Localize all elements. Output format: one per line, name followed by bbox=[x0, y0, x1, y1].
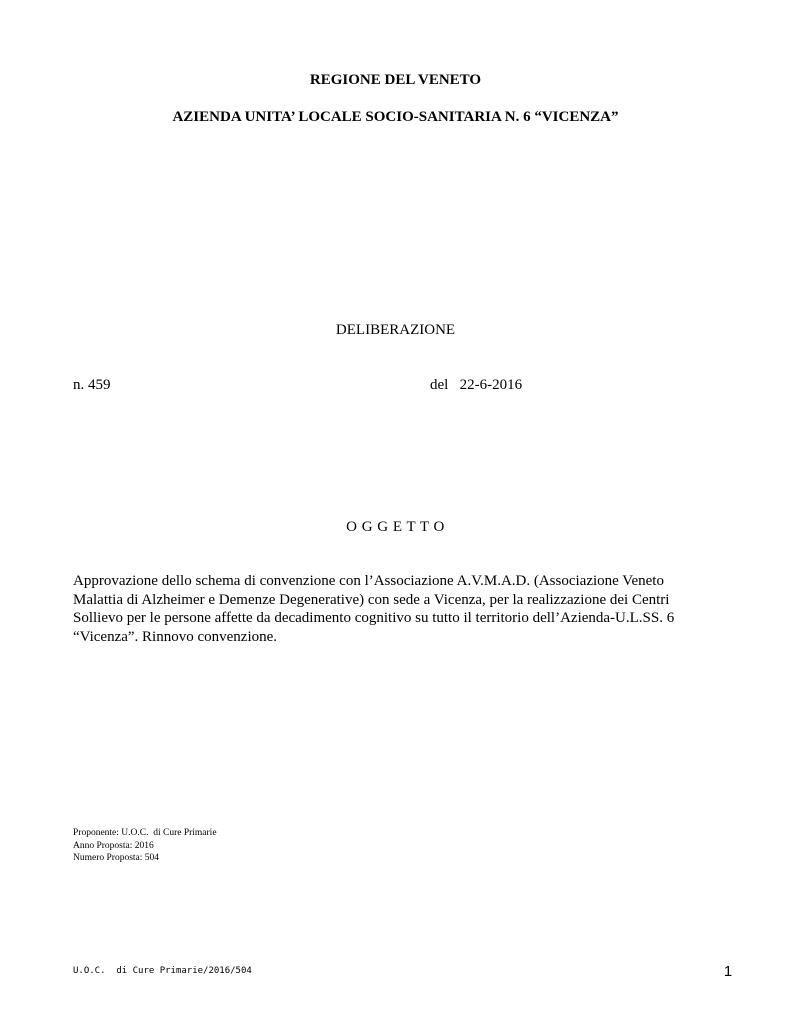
oggetto-title: O G G E T T O bbox=[346, 519, 445, 535]
deliberazione-date: del 22-6-2016 bbox=[430, 377, 523, 393]
region-heading: REGIONE DEL VENETO bbox=[309, 72, 482, 88]
anno-proposta-line: Anno Proposta: 2016 bbox=[73, 840, 154, 851]
oggetto-text: Approvazione dello schema di convenzione con l’Associazione A.V.M.A.D. (Associazione Veneto Malattia di Alzheimer e Demenze Degenerative) con sede a Vicenza, per la realizzazione dei Centri Sollievo per le persone affette da decadimento cognitivo su tutto il territorio dell’Azienda-U.L.SS. 6 “Vicenza”. Rinnovo convenzione. bbox=[73, 573, 675, 645]
numero-proposta-line: Numero Proposta: 504 bbox=[73, 853, 160, 863]
footer-code: U.O.C. di Cure Primarie/2016/504 bbox=[73, 966, 252, 976]
proponente-line: Proponente: U.O.C. di Cure Primarie bbox=[73, 828, 217, 838]
proposal-meta bbox=[73, 827, 217, 865]
azienda-heading: AZIENDA UNITA’ LOCALE SOCIO-SANITARIA N. 6 “VICENZA” bbox=[172, 109, 619, 125]
page-number: 1 bbox=[723, 963, 733, 980]
deliberazione-number: n. 459 bbox=[73, 377, 111, 393]
deliberazione-title: DELIBERAZIONE bbox=[335, 322, 456, 338]
